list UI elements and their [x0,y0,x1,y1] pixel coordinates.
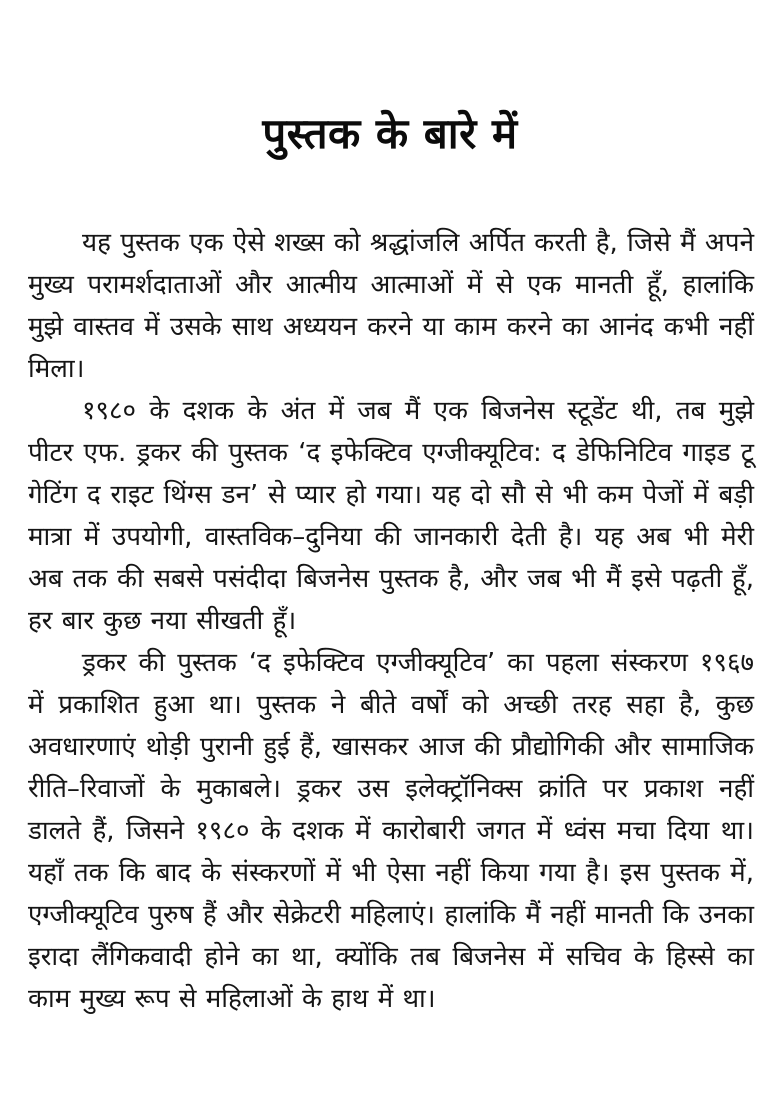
page-title: पुस्तक के बारे में [262,109,518,158]
paragraph-3: ड्रकर की पुस्तक ‘द इफेक्टिव एग्जीक्यूटिव’ का पहला संस्करण १९६७ में प्रकाशित हुआ था। पुस्तक ने बीते वर्षों को अच्छी तरह सहा है, कुछ अवधारणाएं थोड़ी पुरानी हुई हैं, खासकर आज की प्रौद्योगिकी और सामाजिक रीति–रिवाजों के मुकाबले। ड्रकर उस इलेक्ट्रॉनिक्स क्रांति पर प्रकाश नहीं डालते हैं, जिसने १९८० के दशक में कारोबारी जगत में ध्वंस मचा दिया था। यहाँ तक कि बाद के संस्करणों में भी ऐसा नहीं किया गया है। इस पुस्तक में, एग्जीक्यूटिव पुरुष हैं और सेक्रेटरी महिलाएं। हालांकि मैं नहीं मानती कि उनका इरादा लैंगिकवादी होने का था, क्योंकि तब बिजनेस में सचिव के हिस्से का काम मुख्य रूप से महिलाओं के हाथ में था। [28,648,754,1014]
paragraph-1: यह पुस्तक एक ऐसे शख्स को श्रद्धांजलि अर्पित करती है, जिसे मैं अपने मुख्य परामर्शदाताओं और आत्मीय आत्माओं में से एक मानती हूँ, हालांकि मुझे वास्तव में उसके साथ अध्ययन करने या काम करने का आनंद कभी नहीं मिला। [28,228,754,384]
paragraph-2: १९८० के दशक के अंत में जब मैं एक बिजनेस स्टूडेंट थी, तब मुझे पीटर एफ. ड्रकर की पुस्तक ‘द इफेक्टिव एग्जीक्यूटिव: द डेफिनिटिव गाइड टू गेटिंग द राइट थिंग्स डन’ से प्यार हो गया। यह दो सौ से भी कम पेजों में बड़ी मात्रा में उपयोगी, वास्तविक–दुनिया की जानकारी देती है। यह अब भी मेरी अब तक की सबसे पसंदीदा बिजनेस पुस्तक है, और जब भी मैं इसे पढ़ती हूँ, हर बार कुछ नया सीखती हूँ। [28,396,754,636]
page-body [0,160,780,1020]
